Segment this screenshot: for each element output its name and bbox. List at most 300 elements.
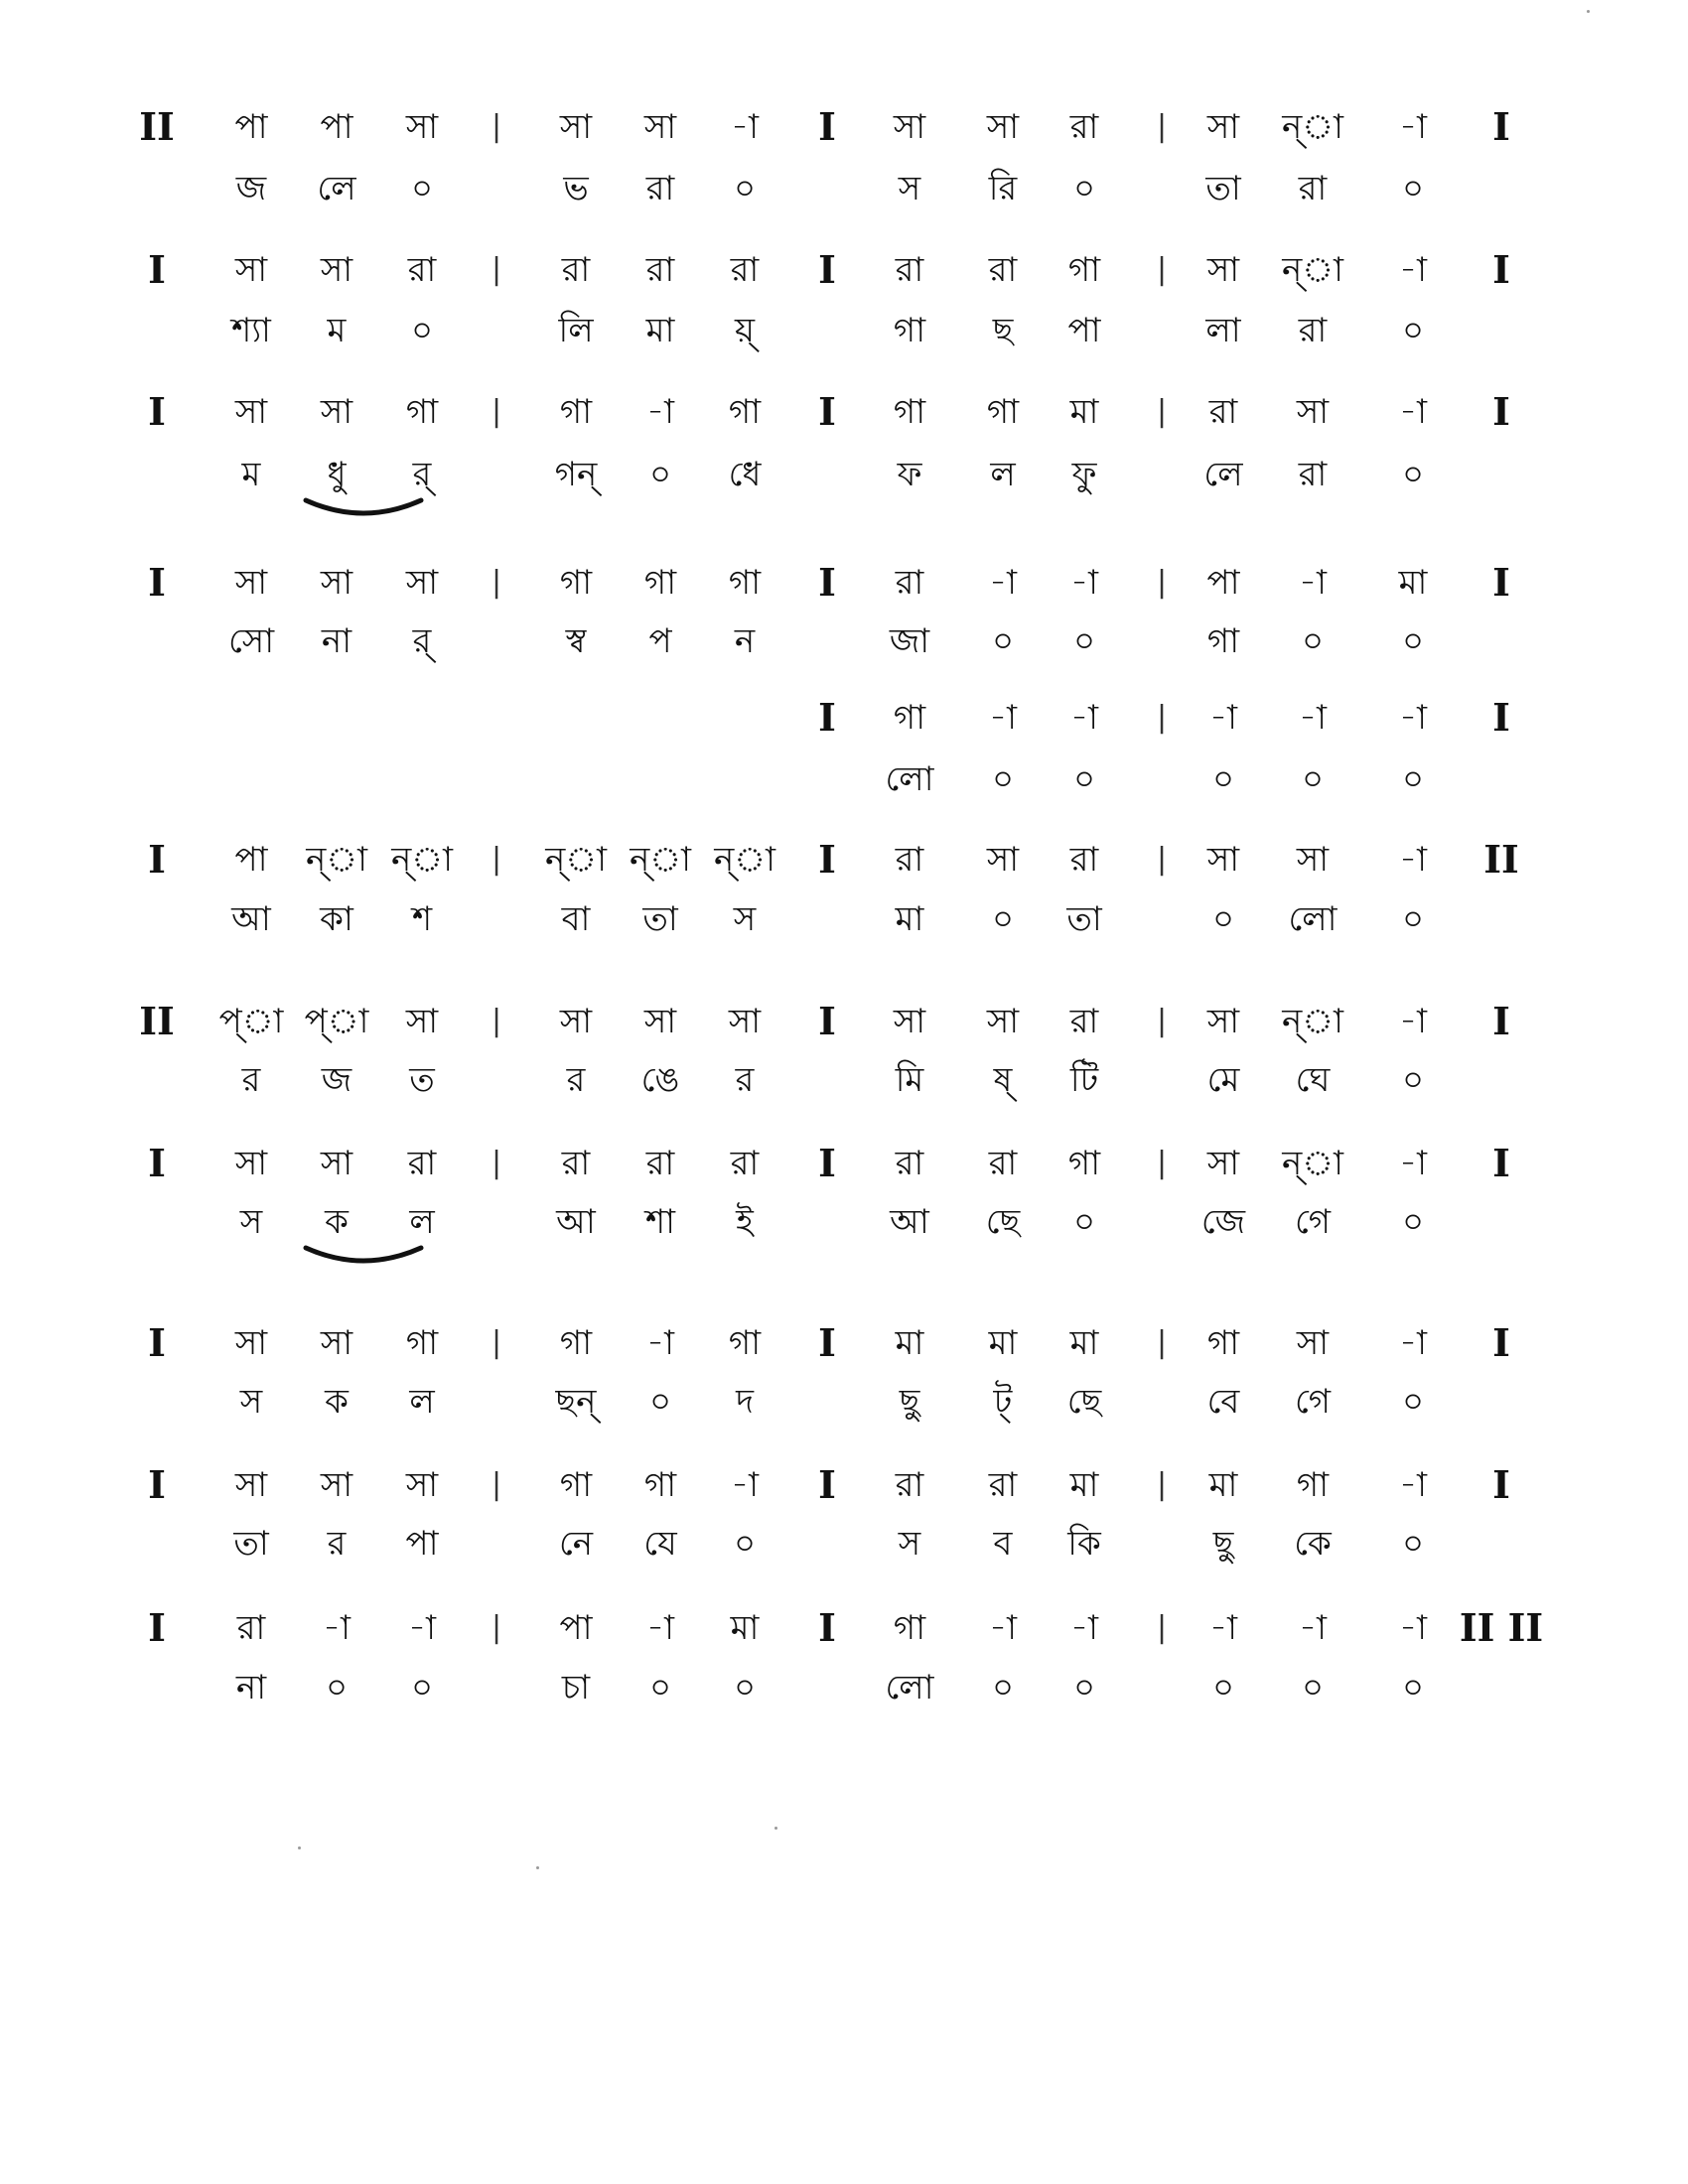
beat-divider: | xyxy=(1156,1610,1168,1645)
lyric-syllable: ই xyxy=(736,1202,754,1242)
bar-line: I xyxy=(1492,247,1510,292)
swara-note: -া xyxy=(1209,1608,1237,1648)
swara-note: সা xyxy=(559,107,593,147)
swara-note: গা xyxy=(559,1323,593,1363)
lyric-syllable: ০ xyxy=(410,169,434,208)
bar-line: I xyxy=(148,1462,166,1507)
bar-line: I xyxy=(1492,560,1510,605)
lyric-syllable: ০ xyxy=(1401,455,1425,494)
lyric-syllable: ০ xyxy=(1401,1382,1425,1422)
swara-note: রা xyxy=(236,1608,266,1648)
lyric-syllable: শ্যা xyxy=(231,311,271,350)
beat-divider: | xyxy=(1156,1467,1168,1502)
lyric-syllable: দ xyxy=(736,1382,754,1422)
bar-line: II II xyxy=(1459,1605,1544,1650)
beat-divider: | xyxy=(1156,1325,1168,1360)
lyric-syllable: মে xyxy=(1206,1060,1240,1100)
swara-note: -া xyxy=(989,698,1017,738)
beat-divider: | xyxy=(1156,252,1168,287)
lyric-syllable: ধে xyxy=(728,455,762,494)
lyric-syllable: ব xyxy=(993,1524,1013,1564)
swara-note: সা xyxy=(1296,840,1330,880)
swara-note: প্া xyxy=(218,1002,284,1041)
lyric-syllable: ০ xyxy=(1401,759,1425,799)
beat-divider: | xyxy=(491,1610,502,1645)
swara-note: সা xyxy=(986,1002,1020,1041)
lyric-syllable: মি xyxy=(895,1060,924,1100)
lyric-syllable: ০ xyxy=(991,899,1015,939)
bar-line: I xyxy=(818,247,836,292)
lyric-syllable: ০ xyxy=(648,1668,672,1707)
bar-line: I xyxy=(148,560,166,605)
lyric-syllable: আ xyxy=(890,1202,929,1242)
swara-note: -া xyxy=(646,1608,674,1648)
lyric-syllable: ত xyxy=(409,1060,435,1100)
swara-note: গা xyxy=(728,1323,762,1363)
lyric-syllable: ফু xyxy=(1071,455,1097,494)
swara-note: রা xyxy=(730,1144,760,1183)
swara-note: পা xyxy=(559,1608,593,1648)
lyric-syllable: র xyxy=(327,1524,347,1564)
lyric-syllable: চা xyxy=(561,1668,591,1707)
lyric-syllable: ০ xyxy=(1301,1668,1325,1707)
bar-line: II xyxy=(139,999,175,1043)
lyric-syllable: ০ xyxy=(1301,621,1325,661)
beat-divider: | xyxy=(491,394,502,429)
lyric-syllable: ০ xyxy=(1401,899,1425,939)
swara-note: সা xyxy=(320,1465,353,1505)
bar-line: I xyxy=(818,1320,836,1365)
swara-note: সা xyxy=(559,1002,593,1041)
swara-note: গা xyxy=(1206,1323,1240,1363)
lyric-syllable: ছু xyxy=(1212,1524,1234,1564)
swara-note: সা xyxy=(320,1144,353,1183)
swara-note: সা xyxy=(405,563,439,603)
swara-note: ন্া xyxy=(1282,250,1343,290)
beat-divider: | xyxy=(491,1467,502,1502)
lyric-syllable: র xyxy=(735,1060,755,1100)
lyric-syllable: ০ xyxy=(733,169,757,208)
swara-note: মা xyxy=(895,1323,924,1363)
lyric-syllable: জা xyxy=(889,621,930,661)
lyric-syllable: রা xyxy=(1298,169,1328,208)
lyric-syllable: বা xyxy=(561,899,591,939)
swara-note: সা xyxy=(320,563,353,603)
lyric-syllable: ০ xyxy=(1072,169,1096,208)
swara-note: সা xyxy=(320,392,353,432)
lyric-syllable: ম xyxy=(241,455,261,494)
swara-note: গা xyxy=(1067,1144,1101,1183)
meend-slur xyxy=(306,1248,421,1261)
swara-note: সা xyxy=(1206,107,1240,147)
swara-note: প্া xyxy=(304,1002,369,1041)
bar-line: I xyxy=(818,560,836,605)
lyric-syllable: স xyxy=(239,1202,263,1242)
lyric-syllable: রা xyxy=(1298,311,1328,350)
swara-note: রা xyxy=(561,250,591,290)
lyric-syllable: ০ xyxy=(1401,1668,1425,1707)
swara-note: সা xyxy=(405,107,439,147)
lyric-syllable: আ xyxy=(556,1202,596,1242)
swara-note: গা xyxy=(893,1608,926,1648)
lyric-syllable: রা xyxy=(645,169,675,208)
swara-note: -া xyxy=(408,1608,436,1648)
lyric-syllable: ০ xyxy=(1211,1668,1235,1707)
swara-note: গা xyxy=(728,563,762,603)
swara-note: -া xyxy=(1399,1323,1427,1363)
beat-divider: | xyxy=(491,565,502,600)
swara-note: রা xyxy=(730,250,760,290)
swara-note: গা xyxy=(643,563,677,603)
lyric-syllable: য়্ xyxy=(734,311,756,350)
lyric-syllable: গে xyxy=(1294,1202,1332,1242)
swara-note: -া xyxy=(1399,107,1427,147)
lyric-syllable: ০ xyxy=(1401,1524,1425,1564)
lyric-syllable: তা xyxy=(1066,899,1102,939)
swara-note: -া xyxy=(989,1608,1017,1648)
swara-note: সা xyxy=(1296,392,1330,432)
swara-note: সা xyxy=(320,250,353,290)
lyric-syllable: গা xyxy=(1206,621,1240,661)
scan-speck xyxy=(1587,10,1590,13)
swara-note: ন্া xyxy=(1282,1002,1343,1041)
bar-line: I xyxy=(818,1605,836,1650)
lyric-syllable: স xyxy=(898,169,921,208)
swara-note: গা xyxy=(643,1465,677,1505)
lyric-syllable: কি xyxy=(1067,1524,1101,1564)
lyric-syllable: ঘে xyxy=(1295,1060,1331,1100)
swara-note: -া xyxy=(1209,698,1237,738)
swara-note: সা xyxy=(1296,1323,1330,1363)
swara-note: সা xyxy=(234,1144,268,1183)
swara-note: ন্া xyxy=(1282,107,1343,147)
scan-speck xyxy=(774,1827,777,1830)
swara-note: -া xyxy=(1070,563,1098,603)
swara-note: রা xyxy=(407,250,437,290)
lyric-syllable: লো xyxy=(1288,899,1337,939)
swara-note: পা xyxy=(234,840,268,880)
bar-line: I xyxy=(148,1320,166,1365)
lyric-syllable: ০ xyxy=(1072,759,1096,799)
lyric-syllable: ০ xyxy=(1211,899,1235,939)
lyric-syllable: তা xyxy=(642,899,678,939)
swara-note: মা xyxy=(730,1608,760,1648)
bar-line: I xyxy=(1492,1320,1510,1365)
lyric-syllable: ছে xyxy=(1066,1382,1102,1422)
swara-note: ন্া xyxy=(714,840,775,880)
lyric-syllable: গা xyxy=(893,311,926,350)
swara-note: রা xyxy=(988,1144,1018,1183)
swara-note: গা xyxy=(559,563,593,603)
swara-note: গা xyxy=(893,698,926,738)
lyric-syllable: প xyxy=(648,621,672,661)
lyric-syllable: র xyxy=(241,1060,261,1100)
lyric-syllable: ম xyxy=(327,311,347,350)
swara-note: সা xyxy=(1206,1002,1240,1041)
lyric-syllable: ল xyxy=(409,1202,435,1242)
bar-line: II xyxy=(139,104,175,149)
swara-note: গা xyxy=(405,392,439,432)
lyric-syllable: স্ব xyxy=(565,621,587,661)
lyric-syllable: ০ xyxy=(1401,311,1425,350)
swara-note: সা xyxy=(643,107,677,147)
swara-note: সা xyxy=(405,1465,439,1505)
beat-divider: | xyxy=(1156,1146,1168,1180)
lyric-syllable: স xyxy=(733,899,757,939)
lyric-syllable: ক xyxy=(325,1202,349,1242)
swara-note: রা xyxy=(1069,1002,1099,1041)
swara-note: সা xyxy=(234,250,268,290)
swara-note: রা xyxy=(645,1144,675,1183)
swara-note: রা xyxy=(895,840,924,880)
lyric-syllable: ০ xyxy=(991,759,1015,799)
lyric-syllable: সো xyxy=(227,621,275,661)
lyric-syllable: লে xyxy=(1203,455,1243,494)
swara-note: -া xyxy=(1399,1002,1427,1041)
bar-line: I xyxy=(818,695,836,740)
bar-line: II xyxy=(1483,837,1519,882)
swara-note: -া xyxy=(646,392,674,432)
lyric-syllable: তা xyxy=(1205,169,1241,208)
lyric-syllable: ধু xyxy=(327,455,347,494)
lyric-syllable: যে xyxy=(643,1524,677,1564)
lyric-syllable: ল xyxy=(990,455,1016,494)
swara-note: গা xyxy=(986,392,1020,432)
swara-note: মা xyxy=(988,1323,1018,1363)
lyric-syllable: ০ xyxy=(1401,1060,1425,1100)
swara-note: পা xyxy=(320,107,353,147)
swara-note: সা xyxy=(234,1323,268,1363)
beat-divider: | xyxy=(1156,565,1168,600)
swara-note: -া xyxy=(989,563,1017,603)
swara-note: সা xyxy=(1206,1144,1240,1183)
lyric-syllable: লে xyxy=(317,169,356,208)
lyric-syllable: ০ xyxy=(1072,1202,1096,1242)
swara-note: গা xyxy=(893,392,926,432)
swara-note: রা xyxy=(1069,840,1099,880)
lyric-syllable: পা xyxy=(1067,311,1101,350)
swara-note: সা xyxy=(234,1465,268,1505)
lyric-syllable: মা xyxy=(895,899,924,939)
lyric-syllable: ০ xyxy=(733,1524,757,1564)
lyric-syllable: ছু xyxy=(899,1382,920,1422)
scan-speck xyxy=(298,1846,301,1849)
lyric-syllable: ০ xyxy=(1301,759,1325,799)
beat-divider: | xyxy=(491,1004,502,1038)
swara-note: -া xyxy=(646,1323,674,1363)
bar-line: I xyxy=(1492,1141,1510,1185)
beat-divider: | xyxy=(1156,842,1168,877)
swara-note: -া xyxy=(1299,1608,1327,1648)
swara-note: রা xyxy=(895,1465,924,1505)
swara-note: -া xyxy=(731,107,759,147)
lyric-syllable: না xyxy=(235,1668,267,1707)
lyric-syllable: র xyxy=(566,1060,586,1100)
lyric-syllable: পা xyxy=(405,1524,439,1564)
swara-note: সা xyxy=(986,107,1020,147)
lyric-syllable: নে xyxy=(558,1524,594,1564)
lyric-syllable: জ xyxy=(321,1060,352,1100)
swara-note: -া xyxy=(1070,698,1098,738)
swara-note: রা xyxy=(407,1144,437,1183)
beat-divider: | xyxy=(1156,700,1168,735)
swara-note: সা xyxy=(234,563,268,603)
swara-note: -া xyxy=(323,1608,351,1648)
bar-line: I xyxy=(818,389,836,434)
swara-note: মা xyxy=(1069,392,1099,432)
bar-line: I xyxy=(148,247,166,292)
meend-slur xyxy=(306,500,421,513)
swara-note: সা xyxy=(643,1002,677,1041)
bar-line: I xyxy=(818,1462,836,1507)
lyric-syllable: টি xyxy=(1069,1060,1099,1100)
swara-note: -া xyxy=(1299,563,1327,603)
swara-note: রা xyxy=(988,1465,1018,1505)
lyric-syllable: ছন্ xyxy=(555,1382,597,1422)
swara-note: রা xyxy=(895,250,924,290)
swara-note: সা xyxy=(893,107,926,147)
lyric-syllable: ০ xyxy=(1401,169,1425,208)
swara-note: পা xyxy=(234,107,268,147)
swara-note: ন্া xyxy=(1282,1144,1343,1183)
lyric-syllable: ০ xyxy=(1072,621,1096,661)
lyric-syllable: লা xyxy=(1205,311,1241,350)
bar-line: I xyxy=(1492,389,1510,434)
swara-note: গা xyxy=(559,392,593,432)
lyric-syllable: লো xyxy=(885,759,934,799)
swara-note: মা xyxy=(1069,1465,1099,1505)
swara-note: গা xyxy=(1067,250,1101,290)
lyric-syllable: ন xyxy=(734,621,756,661)
swara-note: মা xyxy=(1069,1323,1099,1363)
lyric-syllable: ০ xyxy=(991,1668,1015,1707)
swara-note: গা xyxy=(1296,1465,1330,1505)
lyric-syllable: শ xyxy=(411,899,433,939)
bar-line: I xyxy=(818,999,836,1043)
bar-line: I xyxy=(148,1605,166,1650)
lyric-syllable: গন্ xyxy=(554,455,598,494)
bar-line: I xyxy=(818,1141,836,1185)
swara-note: সা xyxy=(234,392,268,432)
lyric-syllable: কা xyxy=(320,899,353,939)
lyric-syllable: রি xyxy=(988,169,1018,208)
lyric-syllable: ০ xyxy=(1072,1668,1096,1707)
lyric-syllable: আ xyxy=(231,899,271,939)
bar-line: I xyxy=(818,104,836,149)
swara-note: -া xyxy=(1399,1144,1427,1183)
lyric-syllable: ০ xyxy=(648,1382,672,1422)
swara-note: -া xyxy=(1399,250,1427,290)
lyric-syllable: ছ xyxy=(992,311,1014,350)
lyric-syllable: লো xyxy=(885,1668,934,1707)
bar-line: I xyxy=(1492,1462,1510,1507)
swara-note: -া xyxy=(1399,1465,1427,1505)
lyric-syllable: ঙে xyxy=(640,1060,680,1100)
lyric-syllable: ০ xyxy=(1211,759,1235,799)
lyric-syllable: ০ xyxy=(410,1668,434,1707)
swara-note: সা xyxy=(1206,250,1240,290)
beat-divider: | xyxy=(1156,109,1168,144)
swara-note: রা xyxy=(895,1144,924,1183)
lyric-syllable: রা xyxy=(1298,455,1328,494)
lyric-syllable: ০ xyxy=(1401,1202,1425,1242)
lyric-syllable: কে xyxy=(1294,1524,1332,1564)
swara-note: গা xyxy=(728,392,762,432)
swara-note: -া xyxy=(731,1465,759,1505)
swara-note: সা xyxy=(986,840,1020,880)
lyric-syllable: ০ xyxy=(1401,621,1425,661)
lyric-syllable: ট্ xyxy=(993,1382,1013,1422)
swara-note: রা xyxy=(1069,107,1099,147)
lyric-syllable: শা xyxy=(645,1202,675,1242)
swara-note: সা xyxy=(728,1002,762,1041)
lyric-syllable: জ xyxy=(235,169,267,208)
lyric-syllable: জে xyxy=(1200,1202,1246,1242)
lyric-syllable: ০ xyxy=(410,311,434,350)
bar-line: I xyxy=(1492,104,1510,149)
scan-speck xyxy=(536,1866,539,1869)
lyric-syllable: বে xyxy=(1206,1382,1240,1422)
swara-note: রা xyxy=(895,563,924,603)
beat-divider: | xyxy=(491,1146,502,1180)
lyric-syllable: স xyxy=(239,1382,263,1422)
swara-note: -া xyxy=(1070,1608,1098,1648)
beat-divider: | xyxy=(491,252,502,287)
lyric-syllable: ০ xyxy=(648,455,672,494)
lyric-syllable: লি xyxy=(558,311,594,350)
swara-note: ন্া xyxy=(306,840,367,880)
swara-note: সা xyxy=(405,1002,439,1041)
swara-note: সা xyxy=(1206,840,1240,880)
beat-divider: | xyxy=(491,842,502,877)
bar-line: I xyxy=(818,837,836,882)
beat-divider: | xyxy=(1156,394,1168,429)
beat-divider: | xyxy=(1156,1004,1168,1038)
swara-note: -া xyxy=(1399,698,1427,738)
lyric-syllable: মা xyxy=(645,311,675,350)
lyric-syllable: ০ xyxy=(991,621,1015,661)
swara-note: -া xyxy=(1399,1608,1427,1648)
lyric-syllable: তা xyxy=(233,1524,269,1564)
bar-line: I xyxy=(1492,999,1510,1043)
swara-note: -া xyxy=(1399,392,1427,432)
lyric-syllable: গে xyxy=(1294,1382,1332,1422)
lyric-syllable: ফ xyxy=(897,455,922,494)
swara-note: -া xyxy=(1299,698,1327,738)
swara-note: গা xyxy=(559,1465,593,1505)
lyric-syllable: ষ্ xyxy=(993,1060,1013,1100)
swara-note: ন্া xyxy=(545,840,607,880)
bar-line: I xyxy=(1492,695,1510,740)
swara-note: সা xyxy=(893,1002,926,1041)
lyric-syllable: স xyxy=(898,1524,921,1564)
beat-divider: | xyxy=(491,109,502,144)
swara-note: রা xyxy=(645,250,675,290)
lyric-syllable: ভ xyxy=(563,169,589,208)
swara-note: সা xyxy=(320,1323,353,1363)
swara-note: মা xyxy=(1208,1465,1238,1505)
bar-line: I xyxy=(148,837,166,882)
swara-note: মা xyxy=(1398,563,1428,603)
lyric-syllable: না xyxy=(321,621,352,661)
lyric-syllable: ০ xyxy=(325,1668,349,1707)
bar-line: I xyxy=(148,389,166,434)
lyric-syllable: ০ xyxy=(733,1668,757,1707)
swara-note: -া xyxy=(1399,840,1427,880)
lyric-syllable: র্ xyxy=(412,455,432,494)
swara-note: ন্া xyxy=(630,840,691,880)
swara-note: রা xyxy=(988,250,1018,290)
